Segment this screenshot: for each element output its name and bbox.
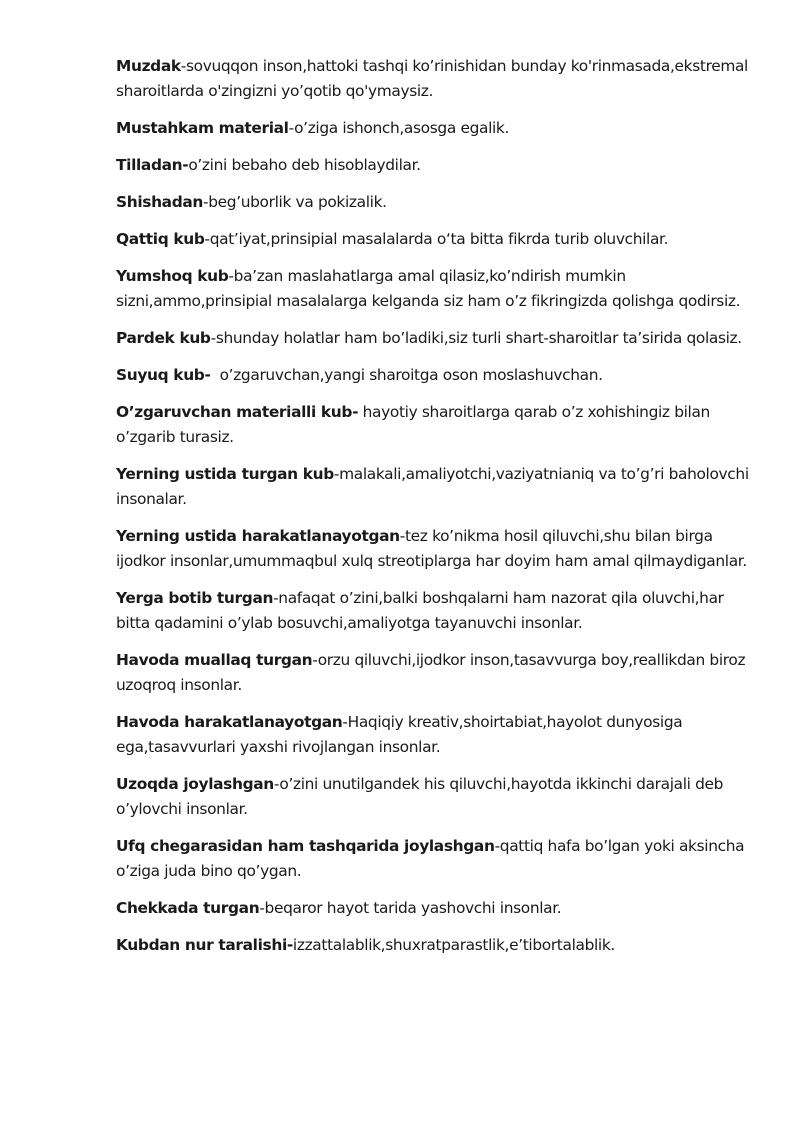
entry-tilladan xyxy=(116,153,750,178)
entry-kubdan-nur-taralishi xyxy=(116,933,750,958)
entry-term: Chekkada turgan xyxy=(116,899,260,917)
entry-term: Havoda harakatlanayotgan xyxy=(116,713,343,731)
entry-shishadan xyxy=(116,190,750,215)
entry-yerga-botib-turgan xyxy=(116,586,750,636)
entry-pardek-kub xyxy=(116,326,750,351)
entry-yumshoq-kub xyxy=(116,264,750,314)
entry-text: -sovuqqon inson,hattoki tashqi ko’rinishidan bunday ko'rinmasada,ekstremal sharoitlarda o'zingizni yo’qotib qo'ymaysiz. xyxy=(116,57,748,100)
entry-chekkada-turgan xyxy=(116,896,750,921)
entry-term: Shishadan xyxy=(116,193,204,211)
entry-ozgaruvchan-materialli-kub xyxy=(116,400,750,450)
entry-term: Yerning ustida turgan kub xyxy=(116,465,334,483)
entry-mustahkam-material xyxy=(116,116,750,141)
entry-text: o’zini bebaho deb hisoblaydilar. xyxy=(188,156,421,174)
entry-havoda-muallaq-turgan xyxy=(116,648,750,698)
entry-qattiq-kub xyxy=(116,227,750,252)
entry-text: -shunday holatlar ham bo’ladiki,siz turli shart-sharoitlar ta’sirida qolasiz. xyxy=(210,329,742,347)
entry-text: -o’ziga ishonch,asosga egalik. xyxy=(288,119,510,137)
entry-yerning-ustida-turgan-kub xyxy=(116,462,750,512)
entry-term: Havoda muallaq turgan xyxy=(116,651,313,669)
entry-text: -malakali,amaliyotchi,vaziyatnianiq va to’g’ri baholovchi insonalar. xyxy=(116,465,749,508)
entry-text: -tez ko’nikma hosil qiluvchi,shu bilan birga ijodkor insonlar,umummaqbul xulq streotiplarga har doyim ham amal qilmaydiganlar. xyxy=(116,527,747,570)
entry-havoda-harakatlanayotgan xyxy=(116,710,750,760)
entry-text: hayotiy sharoitlarga qarab o’z xohishingiz bilan o’zgarib turasiz. xyxy=(116,403,710,446)
entry-term: Qattiq kub xyxy=(116,230,205,248)
entry-term: Suyuq kub- xyxy=(116,366,211,384)
entry-text: -qattiq hafa bo’lgan yoki aksincha o’ziga juda bino qo’ygan. xyxy=(116,837,745,880)
entry-yerning-ustida-harakatlanayotgan xyxy=(116,524,750,574)
entry-text: -nafaqat o’zini,balki boshqalarni ham nazorat qila oluvchi,har bitta qadamini o’ylab bosuvchi,amaliyotga tayanuvchi insonlar. xyxy=(116,589,724,632)
entry-term: Pardek kub xyxy=(116,329,211,347)
entry-term: Uzoqda joylashgan xyxy=(116,775,274,793)
entry-term: Mustahkam material xyxy=(116,119,289,137)
entry-term: Ufq chegarasidan ham tashqarida joylashgan xyxy=(116,837,495,855)
entry-text: -o’zini unutilgandek his qiluvchi,hayotda ikkinchi darajali deb o’ylovchi insonlar. xyxy=(116,775,724,818)
entry-text: -ba’zan maslahatlarga amal qilasiz,ko’ndirish mumkin sizni,ammo,prinsipial masalalarga kelganda siz ham o’z fikringizda qolishga qodirsiz. xyxy=(116,267,741,310)
entry-text: -qat’iyat,prinsipial masalalarda o‘ta bitta fikrda turib oluvchilar. xyxy=(204,230,669,248)
entry-term: Tilladan- xyxy=(116,156,189,174)
entry-text: o’zgaruvchan,yangi sharoitga oson moslashuvchan. xyxy=(210,366,603,384)
entry-ufq-chegarasidan xyxy=(116,834,750,884)
document-body xyxy=(116,54,750,970)
entry-text: -orzu qiluvchi,ijodkor inson,tasavvurga boy,reallikdan biroz uzoqroq insonlar. xyxy=(116,651,746,694)
entry-term: Yumshoq kub xyxy=(116,267,229,285)
entry-muzdak xyxy=(116,54,750,104)
entry-uzoqda-joylashgan xyxy=(116,772,750,822)
entry-text: -beqaror hayot tarida yashovchi insonlar. xyxy=(259,899,562,917)
entry-suyuq-kub xyxy=(116,363,750,388)
entry-term: Muzdak xyxy=(116,57,181,75)
entry-text: -beg’uborlik va pokizalik. xyxy=(203,193,387,211)
entry-term: Yerning ustida harakatlanayotgan xyxy=(116,527,400,545)
entry-term: Kubdan nur taralishi- xyxy=(116,936,293,954)
entry-term: Yerga botib turgan xyxy=(116,589,274,607)
entry-text: izzattalablik,shuxratparastlik,e’tibortalablik. xyxy=(292,936,615,954)
entry-text: -Haqiqiy kreativ,shoirtabiat,hayolot dunyosiga ega,tasavvurlari yaxshi rivojlangan insonlar. xyxy=(116,713,683,756)
entry-term: O’zgaruvchan materialli kub- xyxy=(116,403,359,421)
